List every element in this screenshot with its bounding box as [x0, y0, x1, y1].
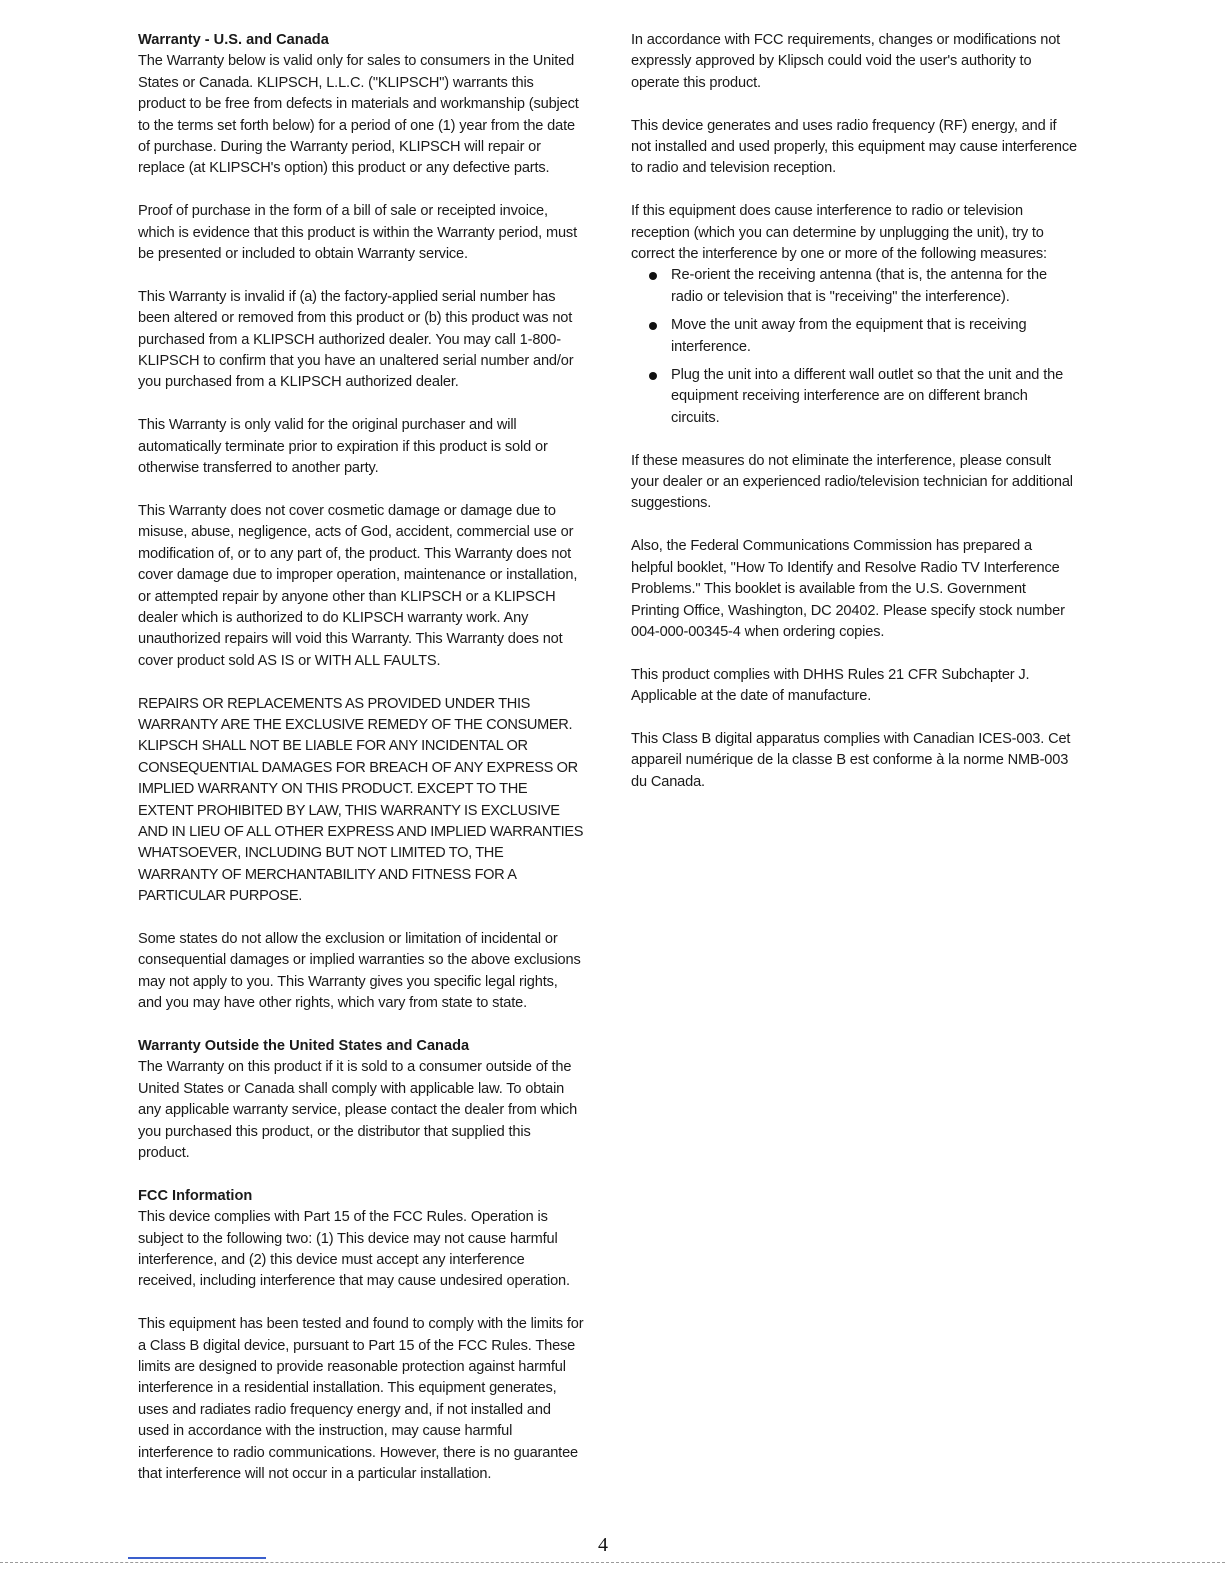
fcc-class-b-paragraph: This equipment has been tested and found to comply with the limits for a Class B digital device, pursuant to Part 15 of the FCC Rules. These limits are designed to provide reasonable protection against harmful interference in a residential installation. This equipment generates, uses and radiates radio frequency energy and, if not installed and used in accordance with the instruction, may cause harmful interference to radio communications. However, there is no guarantee that interference will not occur in a particular installation.: [138, 1316, 584, 1483]
right-column: [631, 30, 1077, 815]
list-item: [631, 315, 1077, 358]
list-item-text: Re-orient the receiving antenna (that is, the antenna for the radio or television that is "receiving" the interference).: [671, 267, 1048, 305]
warranty-outside-paragraph: The Warranty on this product if it is sold to a consumer outside of the United States or Canada shall comply with applicable law. To obtain any applicable warranty service, please contact the dealer from which you purchased this product, or the distributor that supplied this product.: [138, 1059, 578, 1162]
footer-link-underline: [128, 1557, 266, 1559]
state-rights-paragraph: Some states do not allow the exclusion or limitation of incidental or consequential damages or implied warranties so the above exclusions may not apply to you. This Warranty gives you specific legal rights, and you may have other rights, which vary from state to state.: [138, 930, 581, 1012]
interference-measures-list: [631, 265, 1077, 429]
fcc-heading: FCC Information: [138, 1187, 253, 1204]
warranty-us-paragraph: The Warranty below is valid only for sales to consumers in the United States or Canada. KLIPSCH, L.L.C. ("KLIPSCH") warrants this product to be free from defects in materials and workmanship (subject to the terms set forth below) for a period of one (1) year from the date of purchase. During the Warranty period, KLIPSCH will repair or replace (at KLIPSCH's option) this product or any defective parts.: [138, 53, 579, 177]
serial-number-paragraph: This Warranty is invalid if (a) the factory-applied serial number has been altered or removed from this product or (b) this product was not purchased from a KLIPSCH authorized dealer. You may call 1-800-KLIPSCH to confirm that you have an unaltered serial number and/or you purchased from a KLIPSCH authorized dealer.: [138, 288, 574, 391]
original-purchaser-paragraph: This Warranty is only valid for the original purchaser and will automatically terminate prior to expiration if this product is sold or otherwise transferred to another party.: [138, 417, 548, 477]
rf-energy-paragraph: This device generates and uses radio frequency (RF) energy, and if not installed and used properly, this equipment may cause interference to radio and television reception.: [631, 117, 1077, 177]
list-item: [631, 265, 1077, 308]
interference-measures-paragraph: If this equipment does cause interference to radio or television reception (which you can determine by unplugging the unit), try to correct the interference by one or more of the following measures:: [631, 203, 1047, 263]
fcc-modifications-paragraph: In accordance with FCC requirements, changes or modifications not expressly approved by Klipsch could void the user's authority to operate this product.: [631, 32, 1061, 91]
bullet-icon: [649, 372, 657, 380]
left-column: [138, 30, 584, 1485]
canadian-ices-paragraph: This Class B digital apparatus complies with Canadian ICES-003. Cet appareil numérique de la classe B est conforme à la norme NMB-003 du Canada.: [631, 730, 1071, 790]
bullet-icon: [649, 322, 657, 330]
warranty-us-heading: Warranty - U.S. and Canada: [138, 32, 329, 48]
fcc-booklet-paragraph: Also, the Federal Communications Commission has prepared a helpful booklet, "How To Identify and Resolve Radio TV Interference Problems." This booklet is available from the U.S. Government Printing Office, Washington, DC 20402. Please specify stock number 004-000-00345-4 when ordering copies.: [631, 538, 1065, 640]
bullet-icon: [649, 272, 657, 280]
exclusive-remedy-paragraph: REPAIRS OR REPLACEMENTS AS PROVIDED UNDER THIS WARRANTY ARE THE EXCLUSIVE REMEDY OF THE CONSUMER. KLIPSCH SHALL NOT BE LIABLE FOR ANY INCIDENTAL OR CONSEQUENTIAL DAMAGES FOR BREACH OF ANY EXPRESS OR IMPLIED WARRANTY ON THIS PRODUCT. EXCEPT TO THE EXTENT PROHIBITED BY LAW, THIS WARRANTY IS EXCLUSIVE AND IN LIEU OF ALL OTHER EXPRESS AND IMPLIED WARRANTIES WHATSOEVER, INCLUDING BUT NOT LIMITED TO, THE WARRANTY OF MERCHANTABILITY AND FITNESS FOR A PARTICULAR PURPOSE.: [138, 695, 584, 905]
consult-dealer-paragraph: If these measures do not eliminate the interference, please consult your dealer or an experienced radio/television technician for additional suggestions.: [631, 452, 1073, 512]
list-item-text: Move the unit away from the equipment that is receiving interference.: [671, 317, 1027, 355]
warranty-outside-heading: Warranty Outside the United States and Canada: [138, 1037, 470, 1054]
list-item-text: Plug the unit into a different wall outlet so that the unit and the equipment receiving interference are on different branch circuits.: [671, 367, 1064, 426]
fcc-part15-paragraph: This device complies with Part 15 of the FCC Rules. Operation is subject to the following two: (1) This device may not cause harmful interference, and (2) this device must accept any interference received, including interference that may cause undesired operation.: [138, 1209, 570, 1290]
exclusions-paragraph: This Warranty does not cover cosmetic damage or damage due to misuse, abuse, negligence, acts of God, accident, commercial use or modification of, or to any part of, the product. This Warranty does not cover damage due to improper operation, maintenance or installation, or attempted repair by anyone other than KLIPSCH or a KLIPSCH dealer which is authorized to do KLIPSCH warranty work. Any unauthorized repairs will void this Warranty. This Warranty does not cover product sold AS IS or WITH ALL FAULTS.: [138, 502, 578, 669]
list-item: [631, 365, 1077, 429]
dhhs-paragraph: This product complies with DHHS Rules 21 CFR Subchapter J. Applicable at the date of manufacture.: [631, 666, 1030, 705]
proof-of-purchase-paragraph: Proof of purchase in the form of a bill of sale or receipted invoice, which is evidence that this product is within the Warranty period, must be presented or included to obtain Warranty service.: [138, 203, 577, 263]
footer-rule: [0, 1562, 1225, 1563]
page-number: 4: [598, 1534, 608, 1556]
